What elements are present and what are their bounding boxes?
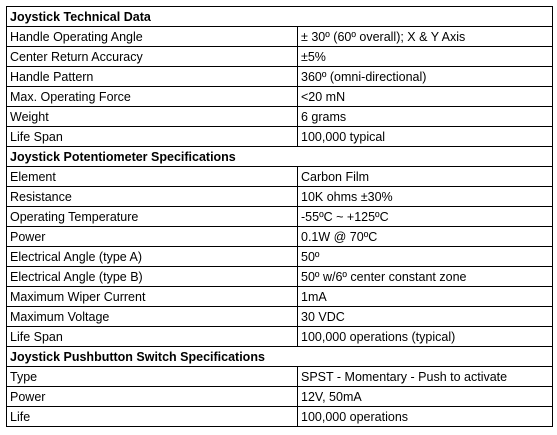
row-label: Element (7, 167, 298, 187)
section-header-technical-data (7, 7, 553, 27)
row-value: -55ºC ~ +125ºC (298, 207, 553, 227)
row-label: Electrical Angle (type B) (7, 267, 298, 287)
row-label: Operating Temperature (7, 207, 298, 227)
row-label: Weight (7, 107, 298, 127)
row-label: Maximum Wiper Current (7, 287, 298, 307)
row-value: 100,000 typical (298, 127, 553, 147)
table-row (7, 307, 553, 327)
row-value: Carbon Film (298, 167, 553, 187)
table-row (7, 227, 553, 247)
row-value: 360º (omni-directional) (298, 67, 553, 87)
table-row (7, 407, 553, 427)
row-value: <20 mN (298, 87, 553, 107)
row-value: 30 VDC (298, 307, 553, 327)
row-label: Center Return Accuracy (7, 47, 298, 67)
row-label: Handle Operating Angle (7, 27, 298, 47)
table-row (7, 287, 553, 307)
row-label: Life Span (7, 127, 298, 147)
row-label: Power (7, 387, 298, 407)
table-row (7, 387, 553, 407)
row-value: 1mA (298, 287, 553, 307)
table-row (7, 127, 553, 147)
row-label: Type (7, 367, 298, 387)
table-row (7, 167, 553, 187)
row-label: Maximum Voltage (7, 307, 298, 327)
row-label: Resistance (7, 187, 298, 207)
table-row (7, 247, 553, 267)
section-header-pushbutton (7, 347, 553, 367)
row-value: 6 grams (298, 107, 553, 127)
table-row (7, 267, 553, 287)
section-title: Joystick Potentiometer Specifications (7, 147, 553, 167)
row-label: Life Span (7, 327, 298, 347)
row-value: SPST - Momentary - Push to activate (298, 367, 553, 387)
row-value: 100,000 operations (typical) (298, 327, 553, 347)
row-value: 50º (298, 247, 553, 267)
table-row (7, 107, 553, 127)
table-row (7, 207, 553, 227)
section-header-potentiometer (7, 147, 553, 167)
table-row (7, 27, 553, 47)
table-row (7, 327, 553, 347)
row-value: 100,000 operations (298, 407, 553, 427)
row-label: Max. Operating Force (7, 87, 298, 107)
spec-table (6, 6, 553, 427)
row-label: Handle Pattern (7, 67, 298, 87)
row-label: Power (7, 227, 298, 247)
row-value: ±5% (298, 47, 553, 67)
row-label: Electrical Angle (type A) (7, 247, 298, 267)
table-row (7, 87, 553, 107)
row-label: Life (7, 407, 298, 427)
table-row (7, 367, 553, 387)
row-value: 10K ohms ±30% (298, 187, 553, 207)
table-row (7, 187, 553, 207)
table-row (7, 67, 553, 87)
row-value: 12V, 50mA (298, 387, 553, 407)
row-value: 0.1W @ 70ºC (298, 227, 553, 247)
row-value: ± 30º (60º overall); X & Y Axis (298, 27, 553, 47)
section-title: Joystick Technical Data (7, 7, 553, 27)
section-title: Joystick Pushbutton Switch Specifications (7, 347, 553, 367)
table-row (7, 47, 553, 67)
row-value: 50º w/6º center constant zone (298, 267, 553, 287)
